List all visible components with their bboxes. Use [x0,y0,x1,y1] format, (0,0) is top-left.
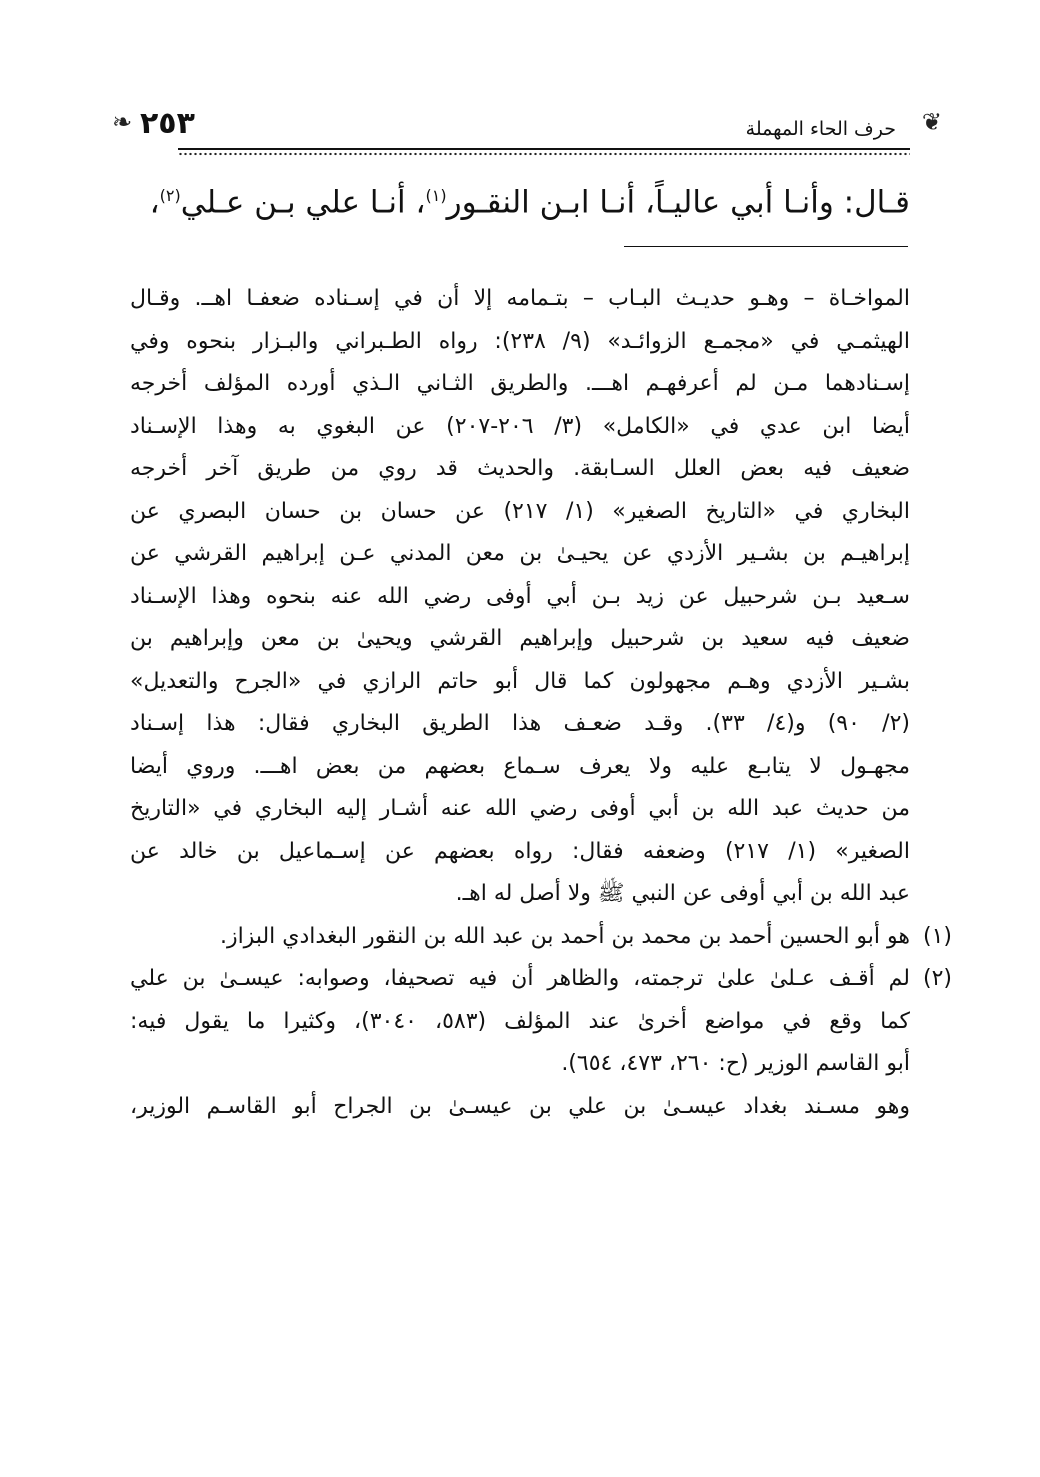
header-rule-dotted [178,152,910,156]
footnote-2 [130,958,952,1086]
footnote-2-number: (٢) [922,966,952,991]
page-header [112,100,942,158]
ornament-right-icon: ❦ [921,108,942,136]
footnote-2-line: لم أقـف عـلىٰ علىٰ ترجمته، والظاهر أن فيه تصحيفا، وصوابه: عيسـىٰ بن علي [130,966,910,991]
footnote-ref-1: (١) [425,186,447,205]
footnote-continuation-line: مجهـول لا يتابـع عليه ولا يعرف سـماع بعضهم من بعض اهـــ. وروي أيضا [130,753,910,779]
chapter-title: حرف الحاء المهملة [745,118,896,140]
footnote-1 [130,916,952,959]
main-text-part3: ، [149,184,160,221]
trailing-line: وهو مسـند بغداد عيسـىٰ بن علي بن عيسـىٰ بن الجراح أبو القاسـم الوزير، [130,1093,910,1119]
header-rule [178,148,910,150]
footnote-continuation-line: سـعيد بـن شرحبيل عن زيد بـن أبي أوفى رضي الله عنه بنحوه وهذا الإسـناد [130,583,910,609]
footnote-continuation-line: الهيثمـي في «مجمـع الزوائـد» (٩/ ٢٣٨): رواه الطـبراني والبـزار بنحوه وفي [130,328,910,354]
footnote-continuation-line: عبد الله بن أبي أوفى عن النبي ﷺ ولا أصل له اهـ. [455,881,910,906]
footnote-continuation-line: البخاري في «التاريخ الصغير» (١/ ٢١٧) عن حسان بن حسان البصري عن [130,498,910,524]
main-text-part2: ، أنـا علي بـن عـلي [180,184,426,221]
ornament-left-icon: ❧ [112,108,133,136]
footnote-continuation-line: المواخـاة – وهـو حديـث البـاب – بتـمامه إلا أن في إسـناده ضعفـا اهــ. وقـال [130,286,910,311]
footnote-separator [624,246,908,247]
footnote-2-line: كما وقع في مواضع أخرىٰ عند المؤلف (٥٨٣، ٣٠٤٠)، وكثيرا ما يقول فيه: [130,1008,910,1034]
main-text-line [120,172,910,226]
footnote-continuation-line: بشـير الأزدي وهـم مجهولون كما قال أبو حاتم الرازي في «الجرح والتعديل» [130,668,910,694]
footnote-continuation-line: (٢/ ٩٠) و(٤/ ٣٣). وقـد ضعـف هذا الطريق البخاري فقال: هذا إسـناد [130,711,910,736]
footnote-continuation-line: من حديث عبد الله بن أبي أوفى رضي الله عنه أشـار إليه البخاري في «التاريخ [130,796,910,821]
footnote-continuation-line: إبراهيـم بن بشـير الأزدي عن يحيـىٰ بن معن المدني عـن إبراهيم القرشي عن [130,541,910,566]
footnote-ref-2: (٢) [159,186,181,205]
page-number: ٢٥٣ [140,106,195,141]
footnote-1-line: هو أبو الحسين أحمد بن محمد بن أحمد بن عبد الله بن النقور البغدادي البزاز. [219,923,910,949]
main-text-part1: قـال: وأنـا أبي عاليـاً، أنـا ابـن النقـور [446,184,910,221]
footnote-continuation-line: ضعيف فيه سعيد بن شرحبيل وإبراهيم القرشي ويحيىٰ بن معن وإبراهيم بن [130,626,910,651]
footnote-continuation-line: ضعيف فيه بعض العلل السـابقة. والحديث قد روي من طريق آخر أخرجه [130,456,910,481]
footnote-1-number: (١) [922,923,952,949]
footnote-continuation-line: إسـنادهما مـن لم أعرفهـم اهـــ. والطريق الثـاني الـذي أورده المؤلف أخرجه [130,371,910,396]
footnotes-block [130,278,952,1128]
footnote-continuation-line: الصغير» (١/ ٢١٧) وضعفه فقال: رواه بعضهم عن إسـماعيل بن خالد عن [130,838,910,864]
footnote-2-line: أبو القاسم الوزير (ح: ٢٦٠، ٤٧٣، ٦٥٤). [561,1051,910,1076]
footnote-continuation-line: أيضا ابن عدي في «الكامل» (٣/ ٢٠٦-٢٠٧) عن البغوي به وهذا الإسـناد [130,413,910,439]
